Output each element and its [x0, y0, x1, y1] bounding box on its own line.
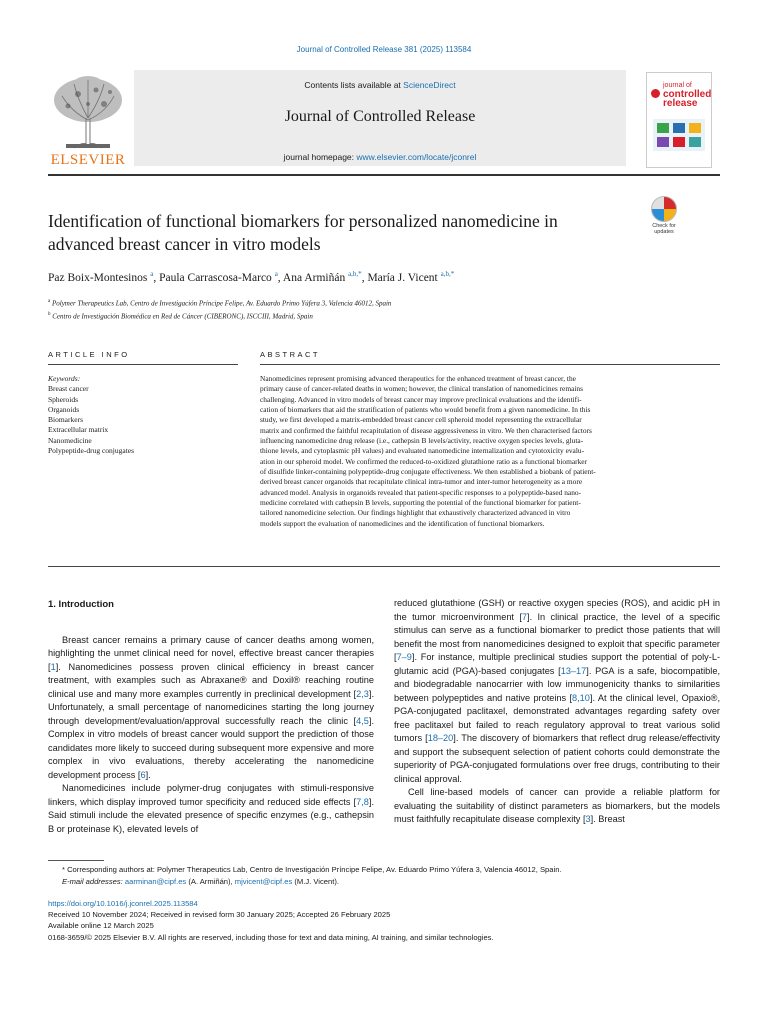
- paragraph: [394, 597, 720, 786]
- article-info-rule: [48, 364, 238, 365]
- publisher-name: ELSEVIER: [50, 152, 126, 168]
- footnote-rule: [48, 860, 104, 861]
- crossmark-label: Check for updates: [652, 223, 676, 235]
- footnotes: [48, 864, 720, 888]
- available-online: Available online 12 March 2025: [48, 921, 154, 931]
- crossmark-icon: [651, 196, 677, 222]
- text-run: ].: [145, 769, 151, 780]
- author-list: Paz Boix-Montesinos $^a$, Paula Carrascosa-Marco $^a$, Ana Armiñán $^{a,b,*}$, María J. Vicent $^{a,b,*}$: [48, 270, 455, 284]
- copyright: 0168-3659/© 2025 Elsevier B.V. All rights are reserved, including those for text and data mining, AI training, and similar technologies.: [48, 932, 494, 942]
- text-run: ]. In clinical practice, the level of a specific stimulus can serve as a functional biomarker to predict those patients that will benefit the most from nanomedicines designed to exploit that specific parameter [: [394, 611, 720, 662]
- author-name[interactable]: Ana Armiñán: [282, 271, 346, 284]
- author-affiliation-marker[interactable]: a,b,*: [348, 270, 362, 278]
- journal-name: Journal of Controlled Release: [284, 108, 476, 125]
- text-run: ]. At the clinical level, Opaxio®, PGA-conjugated paclitaxel, demonstrated advantages regarding safety over free paclitaxel but failed to reach regulatory approval to treat various solid tumors [: [394, 692, 720, 743]
- article-info-heading: ARTICLE INFO: [48, 350, 130, 359]
- abstract-line: advanced model. Analysis in organoids revealed that patient-specific responses to a polypeptide-based nano-: [260, 487, 582, 497]
- author-name[interactable]: Paz Boix-Montesinos: [48, 271, 148, 284]
- abstract-line: Nanomedicines represent promising advanced therapeutics for the enhanced treatment of breast cancer, the: [260, 374, 576, 383]
- abstract-line: models support the evaluation of nanomedicines and the identification of functional biomarkers.: [260, 518, 545, 528]
- section-heading: 1. Introduction: [48, 599, 114, 610]
- keyword-item: Breast cancer: [48, 384, 89, 394]
- homepage-link[interactable]: www.elsevier.com/locate/jconrel: [356, 152, 477, 162]
- keyword-item: Organoids: [48, 404, 80, 414]
- reference-link[interactable]: 6: [140, 769, 146, 780]
- text-run: ]. Nanomedicines possess proven clinical efficiency in breast cancer treatment, with examples such as Abraxane® and Doxil® reaching routine clinical use and many more examples currently in preclinical development [: [48, 661, 374, 699]
- text-run: ]. Said stimuli include the elevated presence of specific enzymes (e.g., cathepsin B or proteinase K), elevated levels of: [48, 796, 374, 834]
- author-affiliation-marker[interactable]: a: [274, 270, 278, 278]
- reference-link[interactable]: 7,8: [356, 796, 369, 807]
- homepage-line: journal homepage: www.elsevier.com/locate/jconrel: [283, 152, 477, 162]
- keyword-item: Nanomedicine: [48, 435, 92, 445]
- reference-link[interactable]: 13–17: [560, 665, 587, 676]
- abstract-line: thione levels, and cytoplasmic pH values) and evaluated nanomedicine internalization and cytotoxicity evalu-: [260, 446, 585, 456]
- sciencedirect-link[interactable]: ScienceDirect: [403, 80, 456, 90]
- affiliations: [48, 296, 720, 323]
- reference-link[interactable]: 8,10: [572, 692, 590, 703]
- masthead: [48, 70, 628, 168]
- text-run: Breast cancer remains a primary cause of cancer deaths among women, highlighting the unmet clinical need for novel, effective breast cancer therapies [: [48, 634, 374, 672]
- paragraph: [48, 634, 374, 783]
- masthead-rule: [48, 174, 720, 176]
- abstract-bottom-rule: [48, 566, 720, 567]
- reference-link[interactable]: 18–20: [427, 733, 454, 743]
- author-name[interactable]: Paula Carrascosa-Marco: [159, 271, 272, 284]
- journal-citation[interactable]: Journal of Controlled Release 381 (2025) 113584: [296, 45, 472, 54]
- cover-title: journal of controlled release: [663, 82, 712, 109]
- abstract-line: study, we first developed a matrix-embedded breast cancer cell spheroid model representing the extracellular: [260, 415, 582, 425]
- text-run: reduced glutathione (GSH) or reactive oxygen species (ROS), and acidic pH in the tumor microenvironment [: [394, 598, 720, 622]
- reference-link[interactable]: 7–9: [396, 652, 412, 662]
- reference-link[interactable]: 2,3: [356, 688, 369, 699]
- affiliation-item: $^a$ Polymer Therapeutics Lab, Centro de Investigación Príncipe Felipe, Av. Eduardo Primo Yúfera 3, Valencia 46012, Spain: [48, 299, 392, 308]
- corresponding-author-note: * Corresponding authors at: Polymer Therapeutics Lab, Centro de Investigación Príncipe Felipe, Av. Eduardo Primo Yúfera 3, Valencia 46012, Spain.: [62, 865, 562, 874]
- abstract-line: influencing nanomedicine drug release (i.e., cathepsin B levels/activity, reactive oxygen species levels, gluta-: [260, 436, 584, 446]
- elsevier-tree-logo: [48, 74, 128, 166]
- email-link[interactable]: aarminan@cipf.es: [124, 877, 187, 886]
- email-link[interactable]: mjvicent@cipf.es: [234, 877, 293, 886]
- text-run: ]. Unfortunately, a small percentage of nanomedicines starting the long journey through development/evaluation/approval successfully reach the clinic [: [48, 688, 374, 726]
- email-note: E-mail addresses: aarminan@cipf.es (A. Armiñán), mjvicent@cipf.es (M.J. Vicent).: [62, 877, 339, 886]
- text-run: ]. Breast: [590, 814, 625, 824]
- abstract-line: of disulfide linker-containing polypeptide-drug conjugate effectiveness. We then established a biobank of patient-: [260, 467, 596, 477]
- abstract-line: tailored nanomedicine selection. Our findings highlight that exhaustively characterized advanced in vitro: [260, 508, 571, 518]
- cover-artwork-icon: [653, 119, 705, 151]
- body-column-right: [394, 597, 720, 827]
- abstract-rule: [260, 364, 720, 365]
- text-run: ]. Complex in vitro models of breast cancer would support the prediction of those candidates more likely to succeed during subsequent more expensive and more complex in vivo evaluations, thereby accelerating the nanomedicine development process [: [48, 715, 374, 780]
- paragraph: [48, 782, 374, 836]
- text-run: ]. The discovery of biomarkers that reflect drug release/effectivity and support the subsequent selection of patient cohorts could demonstrate the superiority of PGA-conjugated formulations over free drugs, contributing to their clinical approval.: [394, 733, 720, 784]
- abstract-line: derived breast cancer organoids that recapitulate clinical intra-tumor and inter-tumor heterogeneity as a more: [260, 477, 583, 487]
- abstract-text: [260, 374, 720, 529]
- text-run: ]. PGA is a safe, biocompatible, and biodegradable nanocarrier with low immunogenicity thanks to similarities between polypeptides and native proteins [: [394, 665, 720, 703]
- check-for-updates-button[interactable]: [648, 196, 680, 235]
- keyword-item: Extracellular matrix: [48, 425, 109, 435]
- article-title: Identification of functional biomarkers for personalized nanomedicine in advanced breast cancer in vitro models: [48, 211, 558, 254]
- keyword-item: Spheroids: [48, 394, 78, 404]
- keyword-item: Polypeptide-drug conjugates: [48, 446, 135, 456]
- cover-badge-icon: [651, 89, 660, 98]
- author-affiliation-marker[interactable]: a,b,*: [440, 270, 455, 278]
- body-column-left: [48, 598, 374, 836]
- abstract-line: challenging. Advanced in vitro models of breast cancer may improve preclinical evaluations and the identifi-: [260, 394, 582, 404]
- abstract-line: cation of biomarkers that aid the stratification of patients who would benefit from a given nanomedicine. In this: [260, 405, 591, 415]
- journal-cover-thumbnail: [646, 72, 712, 168]
- abstract-heading: ABSTRACT: [260, 350, 321, 359]
- reference-link[interactable]: 1: [50, 661, 56, 672]
- paragraph: [394, 786, 720, 827]
- keywords-list: [48, 374, 238, 456]
- abstract-line: ation in our spheroid model. We confirmed the reduced-to-oxidized glutathione ratio as a functional biomarker: [260, 456, 588, 466]
- reference-link[interactable]: 3: [585, 814, 591, 824]
- doi-link[interactable]: https://doi.org/10.1016/j.jconrel.2025.113584: [48, 899, 198, 908]
- abstract-line: primary cause of cancer-related deaths in women; however, the clinical translation of nanomedicines remains: [260, 384, 583, 394]
- publication-info: [48, 898, 720, 943]
- received-dates: Received 10 November 2024; Received in revised form 30 January 2025; Accepted 26 February 2025: [48, 910, 391, 920]
- text-run: Cell line-based models of cancer can provide a reliable platform for evaluating the suitability of distinct parameters as biomarkers, but the models must faithfully recapitulate disease complexity [: [394, 787, 720, 824]
- text-run: Nanomedicines include polymer-drug conjugates with stimuli-responsive linkers, which display improved tumor specificity and reduced side effects [: [48, 783, 374, 807]
- journal-banner: [134, 70, 626, 166]
- abstract-line: matrix and confirmed the faithful recapitulation of disease aggressiveness in vitro. We then characterised factors: [260, 425, 592, 435]
- contents-line: Contents lists available at ScienceDirect: [304, 80, 456, 90]
- text-run: ]. For instance, multiple preclinical studies support the potential of poly-L-glutamic acid (PGA)-based conjugates [: [394, 652, 720, 676]
- affiliation-item: $^b$ Centro de Investigación Biomédica en Red de Cáncer (CIBERONC), ISCCIII, Madrid, Spain: [48, 312, 313, 321]
- abstract-line: medicine correlated with cathepsin B levels, supporting the potential of the functional biomarker for patient-: [260, 498, 581, 508]
- reference-link[interactable]: 7: [521, 611, 528, 622]
- author-name[interactable]: María J. Vicent: [367, 271, 438, 284]
- author-affiliation-marker[interactable]: a: [150, 270, 154, 278]
- keywords-label: Keywords:: [48, 374, 81, 383]
- reference-link[interactable]: 4,5: [356, 715, 369, 726]
- keyword-item: Biomarkers: [48, 415, 83, 425]
